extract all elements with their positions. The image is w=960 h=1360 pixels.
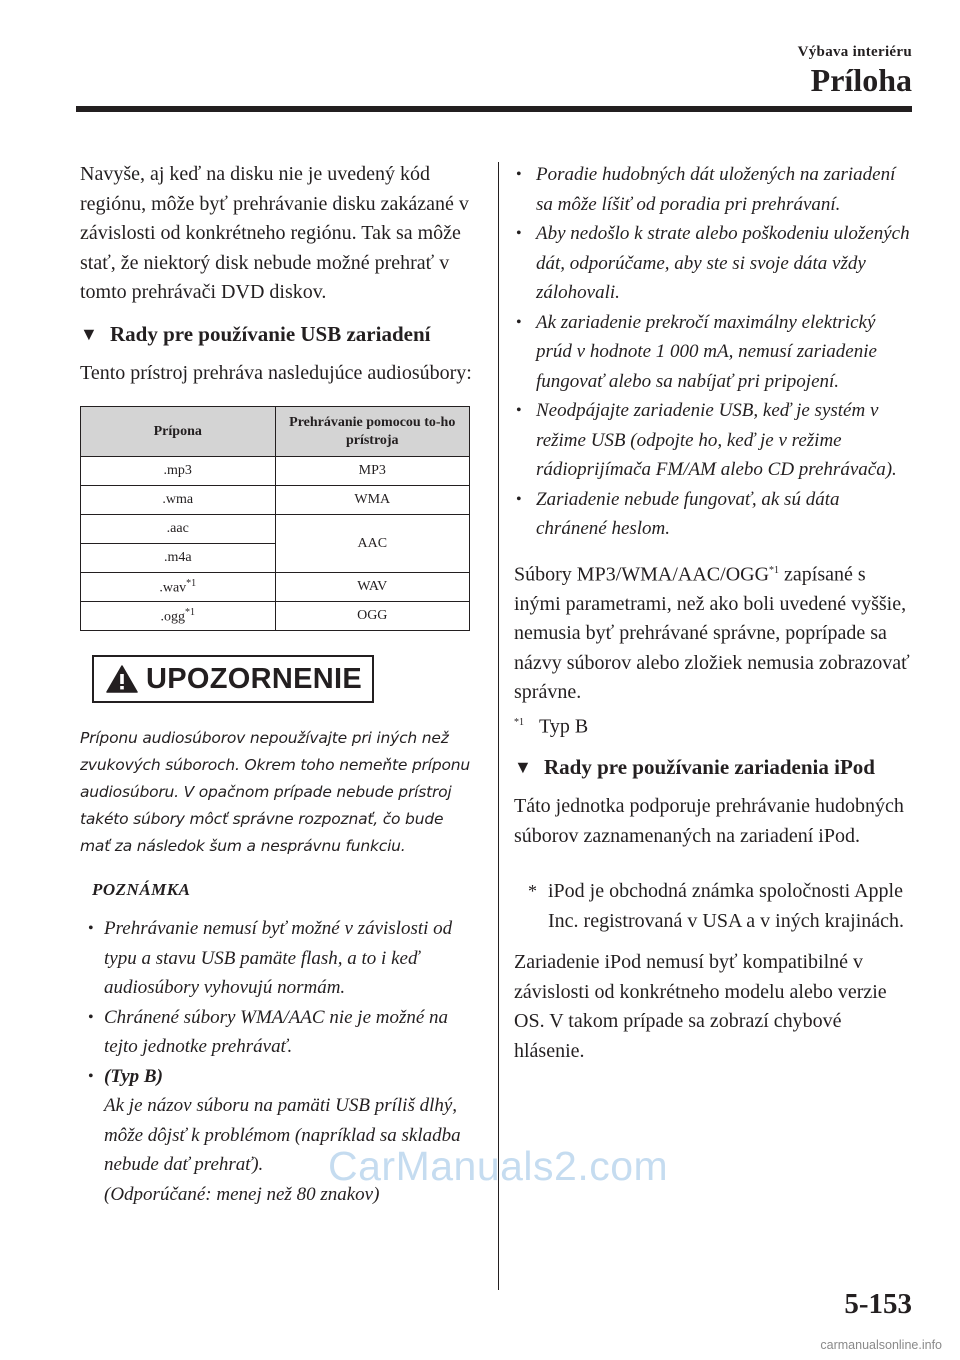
footnote-ref: *1	[769, 564, 780, 576]
trademark-text: iPod je obchodná známka spoločnosti Apple Inc. registrovaná v USA a v iných krajinách.	[548, 880, 905, 932]
left-column	[80, 160, 472, 1209]
warning-box	[92, 655, 374, 703]
table-cell-extension: .wma	[81, 486, 276, 515]
extension-text: .wav	[159, 580, 187, 596]
warning-icon	[106, 665, 138, 693]
note-text: Neodpájajte zariadenie USB, keď je systém v režime USB (odpojte ho, keď je v režime rádioprijímača FM/AM alebo CD prehrávača).	[536, 400, 897, 480]
table-cell-playback: MP3	[275, 457, 470, 486]
compatibility-paragraph: Zariadenie iPod nemusí byť kompatibilné v závislosti od konkrétneho modelu alebo verzie OS. V takom prípade sa zobrazí chybové hlásenie.	[514, 951, 887, 1062]
column-divider	[498, 162, 499, 1290]
footnote-mark: *1	[514, 716, 524, 728]
bullet-icon: •	[516, 490, 522, 508]
warning-label: UPOZORNENIE	[146, 662, 362, 695]
bullet-icon: •	[516, 225, 522, 242]
format-paragraph	[514, 556, 914, 708]
note-subheading: (Typ B)	[104, 1065, 163, 1087]
format-paragraph-rest: zapísané s inými parametrami, než ako boli uvedené vyššie, nemusia byť prehrávané správne, poprípade sa názvy súborov alebo zložiek nemusia zobrazovať správne.	[514, 563, 910, 704]
note-text: Zariadenie nebude fungovať, ak sú dáta chránené heslom.	[536, 488, 840, 539]
usb-heading-text: Rady pre používanie USB zariadení	[110, 321, 431, 346]
footnote-ref: *1	[186, 577, 197, 589]
table-cell-playback: WAV	[275, 573, 470, 602]
page-number: 5-153	[844, 1288, 912, 1320]
table-cell-playback: WMA	[275, 486, 470, 515]
bullet-icon: •	[516, 166, 522, 183]
table-row	[81, 486, 470, 515]
page-title: Príloha	[810, 62, 912, 98]
list-item	[82, 1003, 472, 1062]
triangle-marker-icon: ▼	[514, 757, 532, 778]
ipod-heading-text: Rady pre používanie zariadenia iPod	[544, 755, 875, 780]
table-cell-extension: .mp3	[81, 457, 276, 486]
watermark-logo: CarManuals2.com	[328, 1143, 669, 1189]
note-text: Chránené súbory WMA/AAC nie je možné na tejto jednotke prehrávať.	[104, 1006, 449, 1057]
section-label: Výbava interiéru	[797, 44, 912, 60]
warning-text: Príponu audiosúborov nepoužívajte pri iných než zvukových súboroch. Okrem toho nemeňte príponu audiosúboru. V opačnom prípade nebude prístroj takéto súbory môcť správne rozpoznať, čo bude mať za následok šum a nesprávnu funkciu.	[80, 729, 471, 855]
right-column	[514, 160, 914, 1066]
list-item	[514, 308, 914, 397]
table-cell-extension: .m4a	[81, 544, 276, 573]
bullet-icon: •	[516, 402, 522, 419]
note-text: Poradie hudobných dát uložených na zariadení sa môže líšiť od poradia pri prehrávaní.	[536, 164, 896, 215]
table-header-playback: Prehrávanie pomocou to-ho prístroja	[275, 407, 470, 457]
format-paragraph-start: Súbory MP3/WMA/AAC/OGG	[514, 563, 770, 586]
note-recommendation: (Odporúčané: menej než 80 znakov)	[104, 1183, 380, 1205]
footnote-ref: *1	[185, 606, 195, 618]
note-text: Aby nedošlo k strate alebo poškodeniu uložených dát, odporúčame, aby ste si svoje dáta vždy zálohovali.	[536, 223, 910, 303]
table-header-row	[81, 407, 470, 457]
ipod-intro: Táto jednotka podporuje prehrávanie hudobných súborov zaznamenaných na zariadení iPod.	[514, 795, 904, 847]
usb-intro: Tento prístroj prehráva nasledujúce audiosúbory:	[80, 361, 472, 384]
list-item	[82, 914, 472, 1003]
bullet-icon: •	[516, 313, 522, 331]
table-cell-extension	[81, 573, 276, 602]
bullet-icon: •	[88, 1067, 94, 1085]
bullet-icon: •	[88, 1008, 94, 1026]
usb-heading	[80, 320, 472, 349]
note-text: Ak zariadenie prekročí maximálny elektrický prúd v hodnote 1 000 mA, nemusí zariadenie fungovať alebo sa nabíjať pri pripojení.	[536, 311, 877, 392]
ipod-heading	[514, 753, 914, 782]
table-row	[81, 457, 470, 486]
extension-text: .ogg	[160, 609, 185, 625]
note-text: Ak je názov súboru na pamäti USB príliš dlhý, môže dôjsť k problémom (napríklad sa skladba nebude dať prehrať).	[104, 1095, 461, 1175]
asterisk-icon: *	[528, 881, 537, 902]
header-rule	[76, 106, 912, 112]
trademark-note	[528, 877, 914, 936]
note-text: Prehrávanie nemusí byť možné v závislosti od typu a stavu USB pamäte flash, a to i keď audiosúbory vyhovujú normám.	[104, 918, 453, 998]
table-cell-playback: AAC	[275, 515, 470, 573]
table-header-extension: Prípona	[81, 407, 276, 457]
list-item	[514, 160, 914, 219]
footnote	[514, 708, 914, 742]
table-cell-extension	[81, 602, 276, 631]
list-item	[514, 396, 914, 485]
table-cell-playback: OGG	[275, 602, 470, 631]
note-list-continued	[514, 160, 914, 544]
table-row	[81, 515, 470, 544]
footer-site-link[interactable]: carmanualsonline.info	[820, 1338, 942, 1352]
note-heading: POZNÁMKA	[92, 880, 191, 899]
list-item	[514, 219, 914, 308]
table-cell-extension: .aac	[81, 515, 276, 544]
table-row	[81, 602, 470, 631]
list-item	[514, 485, 914, 544]
table-row	[81, 573, 470, 602]
bullet-icon: •	[88, 920, 94, 937]
triangle-marker-icon: ▼	[80, 323, 98, 344]
file-format-table	[80, 406, 470, 631]
intro-paragraph: Navyše, aj keď na disku nie je uvedený kód regiónu, môže byť prehrávanie disku zakázané v závislosti od konkrétneho regiónu. Tak sa môže stať, že niektorý disk nebude možné prehrať v tomto prehrávači DVD diskov.	[80, 163, 469, 303]
footnote-text: Typ B	[539, 715, 589, 738]
